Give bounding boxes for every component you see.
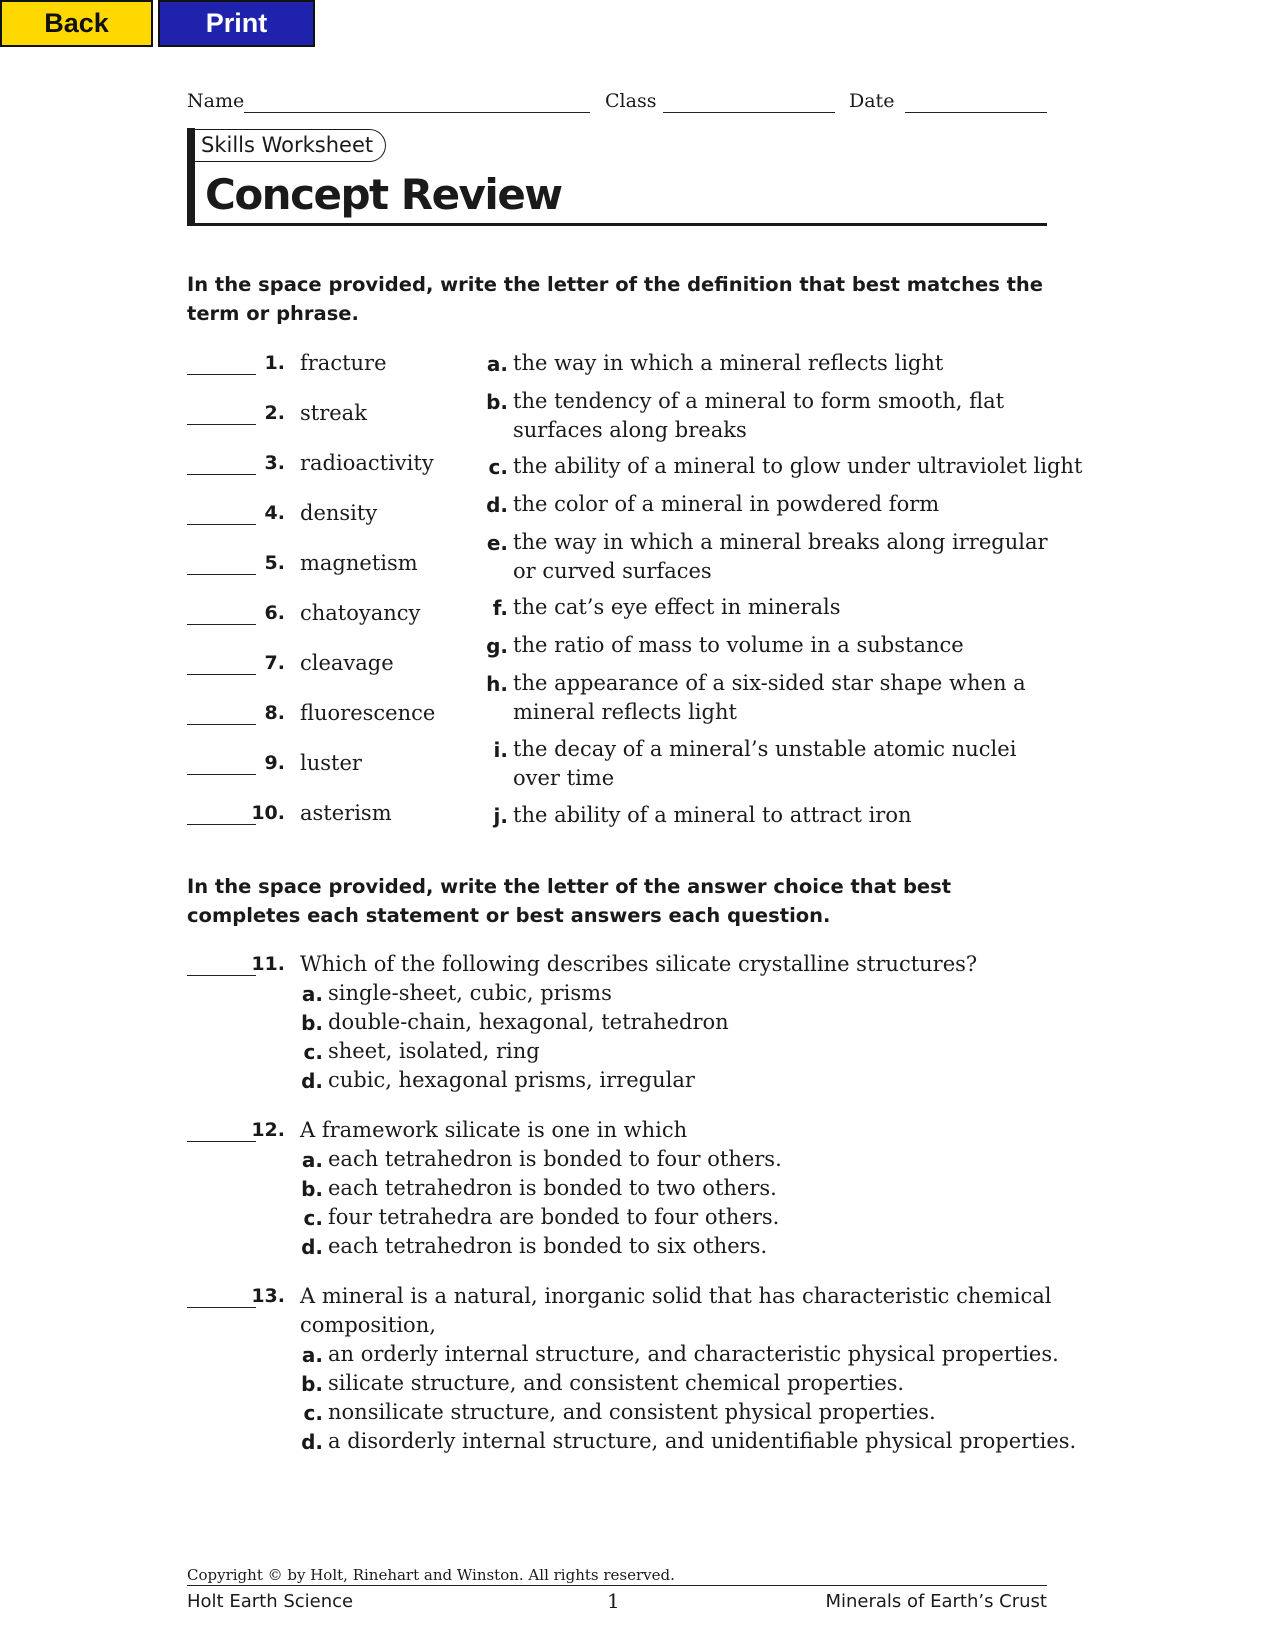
class-field[interactable]: [663, 112, 835, 113]
choice-letter: d.: [301, 1430, 323, 1454]
definition-text: the tendency of a mineral to form smooth, flat: [513, 389, 1005, 413]
question-stem: Which of the following describes silicate crystalline structures?: [300, 952, 978, 976]
definition-text: the decay of a mineral’s unstable atomic nuclei: [513, 737, 1017, 761]
question-number: 11.: [251, 953, 285, 975]
definition-letter: i.: [493, 738, 508, 762]
definition-text: the ability of a mineral to attract iron: [513, 803, 912, 827]
term-text: luster: [300, 751, 362, 775]
choice-text: double-chain, hexagonal, tetrahedron: [328, 1010, 729, 1034]
term-number: 1.: [264, 352, 285, 374]
answer-blank[interactable]: [187, 574, 256, 575]
back-button[interactable]: Back: [0, 0, 153, 47]
term-number: 9.: [264, 752, 285, 774]
date-label: Date: [849, 90, 895, 112]
definition-text: the way in which a mineral reflects light: [513, 351, 944, 375]
title-rule-horizontal: [187, 223, 1047, 226]
choice-text: each tetrahedron is bonded to four others.: [328, 1147, 782, 1171]
choice-text: a disorderly internal structure, and unidentifiable physical properties.: [328, 1429, 1077, 1453]
choice-text: cubic, hexagonal prisms, irregular: [328, 1068, 695, 1092]
question-number: 12.: [251, 1119, 285, 1141]
definition-letter: a.: [486, 352, 508, 376]
answer-blank[interactable]: [187, 424, 256, 425]
definition-text-continued: or curved surfaces: [513, 559, 712, 583]
term-number: 5.: [264, 552, 285, 574]
choice-text: each tetrahedron is bonded to six others.: [328, 1234, 768, 1258]
question-number: 13.: [251, 1285, 285, 1307]
choice-text: each tetrahedron is bonded to two others.: [328, 1176, 777, 1200]
term-text: fracture: [300, 351, 387, 375]
choice-letter: d.: [301, 1069, 323, 1093]
choice-letter: c.: [303, 1401, 323, 1425]
definition-letter: e.: [486, 531, 508, 555]
footer-chapter-title: Minerals of Earth’s Crust: [825, 1591, 1047, 1612]
choice-letter: d.: [301, 1235, 323, 1259]
term-text: chatoyancy: [300, 601, 421, 625]
definition-text: the cat’s eye effect in minerals: [513, 595, 841, 619]
answer-blank[interactable]: [187, 1307, 256, 1308]
multiple-choice-instructions: In the space provided, write the letter of the answer choice that best completes each statement or best answers each question.: [187, 875, 952, 927]
definition-text: the color of a mineral in powdered form: [513, 492, 940, 516]
term-text: density: [300, 501, 378, 525]
term-number: 10.: [251, 802, 285, 824]
term-number: 3.: [264, 452, 285, 474]
term-number: 6.: [264, 602, 285, 624]
choice-text: silicate structure, and consistent chemical properties.: [328, 1371, 905, 1395]
definition-letter: j.: [493, 804, 508, 828]
choice-text: sheet, isolated, ring: [328, 1039, 540, 1063]
definition-letter: d.: [486, 493, 508, 517]
answer-blank[interactable]: [187, 374, 256, 375]
choice-letter: c.: [303, 1206, 323, 1230]
definition-letter: c.: [488, 455, 508, 479]
term-number: 4.: [264, 502, 285, 524]
definition-text: the appearance of a six-sided star shape when a: [513, 671, 1026, 695]
definition-text: the ability of a mineral to glow under ultraviolet light: [513, 454, 1083, 478]
question-stem: A framework silicate is one in which: [300, 1118, 688, 1142]
name-field[interactable]: [244, 112, 590, 113]
term-text: radioactivity: [300, 451, 434, 475]
term-number: 7.: [264, 652, 285, 674]
footer-book-title: Holt Earth Science: [187, 1591, 354, 1612]
answer-blank[interactable]: [187, 724, 256, 725]
print-button[interactable]: Print: [158, 0, 315, 47]
answer-blank[interactable]: [187, 674, 256, 675]
question-stem: A mineral is a natural, inorganic solid that has characteristic chemical: [300, 1284, 1052, 1308]
student-info-header: [187, 90, 1047, 116]
choice-letter: a.: [301, 1148, 323, 1172]
term-text: fluorescence: [300, 701, 436, 725]
term-number: 8.: [264, 702, 285, 724]
date-field[interactable]: [905, 112, 1047, 113]
title-rule-vertical: [187, 128, 195, 226]
answer-blank[interactable]: [187, 624, 256, 625]
term-text: cleavage: [300, 651, 394, 675]
answer-blank[interactable]: [187, 474, 256, 475]
term-number: 2.: [264, 402, 285, 424]
choice-text: four tetrahedra are bonded to four others.: [328, 1205, 780, 1229]
term-text: magnetism: [300, 551, 418, 575]
definition-letter: f.: [492, 596, 508, 620]
footer-rule: [187, 1585, 1047, 1586]
definition-letter: b.: [486, 390, 508, 414]
answer-blank[interactable]: [187, 524, 256, 525]
choice-text: an orderly internal structure, and characteristic physical properties.: [328, 1342, 1059, 1366]
name-label: Name: [187, 90, 245, 112]
definition-text: the ratio of mass to volume in a substance: [513, 633, 964, 657]
choice-letter: b.: [301, 1177, 323, 1201]
answer-blank[interactable]: [187, 1141, 256, 1142]
choice-text: nonsilicate structure, and consistent physical properties.: [328, 1400, 936, 1424]
answer-blank[interactable]: [187, 975, 256, 976]
definition-text-continued: surfaces along breaks: [513, 418, 747, 442]
copyright-notice: Copyright © by Holt, Rinehart and Winston. All rights reserved.: [187, 1566, 675, 1584]
choice-text: single-sheet, cubic, prisms: [328, 981, 612, 1005]
definition-text-continued: mineral reflects light: [513, 700, 737, 724]
choice-letter: b.: [301, 1372, 323, 1396]
title-block: [187, 128, 1047, 226]
page-number: 1: [607, 1589, 620, 1613]
worksheet-type-tag: Skills Worksheet: [195, 129, 386, 162]
definition-text: the way in which a mineral breaks along irregular: [513, 530, 1048, 554]
term-text: asterism: [300, 801, 392, 825]
choice-letter: b.: [301, 1011, 323, 1035]
choice-letter: c.: [303, 1040, 323, 1064]
definition-letter: h.: [486, 672, 508, 696]
matching-instructions: In the space provided, write the letter of the definition that best matches the term or phrase.: [187, 273, 1044, 325]
choice-letter: a.: [301, 982, 323, 1006]
answer-blank[interactable]: [187, 824, 256, 825]
answer-blank[interactable]: [187, 774, 256, 775]
class-label: Class: [605, 90, 657, 112]
term-text: streak: [300, 401, 367, 425]
question-stem-continued: composition,: [300, 1313, 436, 1337]
definition-text-continued: over time: [513, 766, 615, 790]
page-title: Concept Review: [205, 170, 562, 219]
definition-letter: g.: [486, 634, 508, 658]
choice-letter: a.: [301, 1343, 323, 1367]
